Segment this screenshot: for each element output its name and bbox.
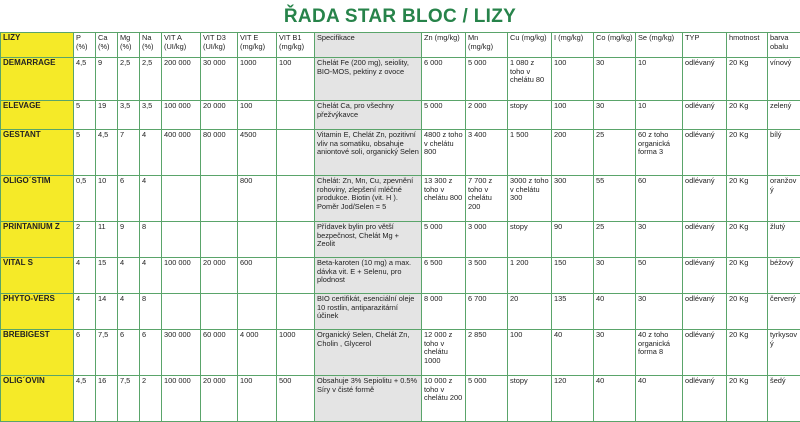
table-cell: 20 000: [201, 101, 238, 130]
column-header: Co (mg/kg): [594, 33, 636, 58]
product-name: VITAL S: [1, 258, 74, 294]
table-cell: odlévaný: [683, 176, 727, 222]
table-cell: šedý: [768, 376, 800, 422]
table-cell: 100: [238, 376, 277, 422]
column-header: Mg (%): [118, 33, 140, 58]
table-cell: 2,5: [118, 58, 140, 101]
table-cell: [162, 176, 201, 222]
table-cell: 120: [552, 376, 594, 422]
table-cell: 6: [118, 330, 140, 376]
table-row: [1, 58, 800, 101]
table-cell: 11: [96, 222, 118, 258]
specification-cell: Chelát Ca, pro všechny přežvýkavce: [315, 101, 422, 130]
specification-cell: Organický Selen, Chelát Zn, Cholin , Glycerol: [315, 330, 422, 376]
specification-cell: Přídavek bylin pro větší bezpečnost, Chelát Mg + Zeolit: [315, 222, 422, 258]
table-cell: 5 000: [466, 58, 508, 101]
table-cell: 4,5: [74, 58, 96, 101]
table-cell: 2: [140, 376, 162, 422]
table-cell: 3000 z toho v chelátu 300: [508, 176, 552, 222]
table-cell: 2 850: [466, 330, 508, 376]
table-cell: 6: [118, 176, 140, 222]
table-cell: 6 700: [466, 294, 508, 330]
product-name: BREBIGEST: [1, 330, 74, 376]
header-row: [1, 33, 800, 58]
table-cell: odlévaný: [683, 130, 727, 176]
table-cell: 6: [140, 330, 162, 376]
table-cell: [162, 294, 201, 330]
table-cell: 3,5: [140, 101, 162, 130]
table-cell: 2: [74, 222, 96, 258]
table-cell: 135: [552, 294, 594, 330]
table-cell: 5 000: [422, 101, 466, 130]
table-cell: [201, 294, 238, 330]
table-cell: [201, 176, 238, 222]
table-cell: 20 Kg: [727, 258, 768, 294]
table-cell: 10: [96, 176, 118, 222]
table-cell: 7: [118, 130, 140, 176]
table-cell: 200: [552, 130, 594, 176]
table-cell: 4: [74, 294, 96, 330]
table-cell: 30 000: [201, 58, 238, 101]
table-cell: 5: [74, 101, 96, 130]
column-header: Zn (mg/kg): [422, 33, 466, 58]
table-cell: 40 z toho organická forma 8: [636, 330, 683, 376]
table-cell: 40: [636, 376, 683, 422]
table-cell: 40: [594, 294, 636, 330]
table-cell: 4800 z toho v chelátu 800: [422, 130, 466, 176]
specification-cell: Chelát: Zn, Mn, Cu, zpevnění rohoviny, zlepšení mléčné produkce. Biotin (vit. H ). Poměr Jod/Selen = 5: [315, 176, 422, 222]
table-cell: 19: [96, 101, 118, 130]
column-header: Mn (mg/kg): [466, 33, 508, 58]
table-cell: 500: [277, 376, 315, 422]
table-cell: 14: [96, 294, 118, 330]
table-cell: [277, 101, 315, 130]
table-cell: 30: [594, 58, 636, 101]
table-cell: 100: [552, 101, 594, 130]
product-table: [0, 32, 800, 422]
table-cell: 5: [74, 130, 96, 176]
column-header-specifikace: Specifikace: [315, 33, 422, 58]
table-cell: 5 000: [422, 222, 466, 258]
table-cell: 4: [140, 130, 162, 176]
table-row: [1, 330, 800, 376]
table-cell: 1 500: [508, 130, 552, 176]
table-cell: 20: [508, 294, 552, 330]
product-name: OLIG´OVIN: [1, 376, 74, 422]
table-cell: odlévaný: [683, 330, 727, 376]
specification-cell: Vitamin E, Chelát Zn, pozitivní vliv na somatiku, obsahuje aniontové soli, organický Selen: [315, 130, 422, 176]
table-cell: 50: [636, 258, 683, 294]
table-cell: 7 700 z toho v chelátu 200: [466, 176, 508, 222]
table-cell: 800: [238, 176, 277, 222]
specification-cell: Chelát Fe (200 mg), seiolity, BIO-MOS, pektiny z ovoce: [315, 58, 422, 101]
table-cell: odlévaný: [683, 294, 727, 330]
product-name: ELEVAGE: [1, 101, 74, 130]
table-cell: 7,5: [118, 376, 140, 422]
table-cell: 8: [140, 222, 162, 258]
table-cell: 100: [552, 58, 594, 101]
column-header: VIT E (mg/kg): [238, 33, 277, 58]
table-cell: 6 500: [422, 258, 466, 294]
table-cell: 2,5: [140, 58, 162, 101]
table-cell: 5 000: [466, 376, 508, 422]
table-cell: odlévaný: [683, 258, 727, 294]
table-cell: 600: [238, 258, 277, 294]
specification-cell: BIO certifikát, esenciální oleje 10 rostlin, antiparazitární účinek: [315, 294, 422, 330]
table-cell: 3 500: [466, 258, 508, 294]
table-cell: oranžový: [768, 176, 800, 222]
table-cell: 10: [636, 101, 683, 130]
table-cell: 4 000: [238, 330, 277, 376]
table-cell: červený: [768, 294, 800, 330]
product-name: PRINTANIUM Z: [1, 222, 74, 258]
table-cell: 10: [636, 58, 683, 101]
table-row: [1, 176, 800, 222]
table-cell: 8: [140, 294, 162, 330]
table-cell: 90: [552, 222, 594, 258]
table-cell: 6: [74, 330, 96, 376]
column-header: Se (mg/kg): [636, 33, 683, 58]
table-cell: 30: [594, 258, 636, 294]
column-header: VIT A (UI/kg): [162, 33, 201, 58]
table-cell: 13 300 z toho v chelátu 800: [422, 176, 466, 222]
table-cell: 100: [238, 101, 277, 130]
table-cell: 2 000: [466, 101, 508, 130]
table-cell: 1 080 z toho v chelátu 80: [508, 58, 552, 101]
table-cell: 55: [594, 176, 636, 222]
table-cell: [277, 258, 315, 294]
column-header: P (%): [74, 33, 96, 58]
table-cell: 60 z toho organická forma 3: [636, 130, 683, 176]
table-cell: 150: [552, 258, 594, 294]
table-cell: 30: [636, 222, 683, 258]
table-cell: 4: [140, 176, 162, 222]
table-cell: zelený: [768, 101, 800, 130]
table-cell: 100 000: [162, 376, 201, 422]
table-cell: 100: [508, 330, 552, 376]
table-cell: 25: [594, 222, 636, 258]
column-header: VIT D3 (UI/kg): [201, 33, 238, 58]
column-header: Ca (%): [96, 33, 118, 58]
table-row: [1, 130, 800, 176]
table-cell: 80 000: [201, 130, 238, 176]
table-cell: 0,5: [74, 176, 96, 222]
table-cell: odlévaný: [683, 58, 727, 101]
table-row: [1, 222, 800, 258]
table-cell: 10 000 z toho v chelátu 200: [422, 376, 466, 422]
specification-cell: Obsahuje 3% Sepiolitu + 0.5% Síry v čisté formě: [315, 376, 422, 422]
table-cell: 4,5: [74, 376, 96, 422]
table-cell: [277, 222, 315, 258]
table-cell: 4: [118, 258, 140, 294]
table-cell: 12 000 z toho v chelátu 1000: [422, 330, 466, 376]
table-cell: 4,5: [96, 130, 118, 176]
table-cell: [277, 130, 315, 176]
table-cell: 20 Kg: [727, 294, 768, 330]
table-cell: 6 000: [422, 58, 466, 101]
table-cell: 20 Kg: [727, 222, 768, 258]
table-cell: 20 Kg: [727, 130, 768, 176]
product-name: GESTANT: [1, 130, 74, 176]
table-cell: 8 000: [422, 294, 466, 330]
table-row: [1, 258, 800, 294]
table-cell: odlévaný: [683, 101, 727, 130]
table-cell: 100: [277, 58, 315, 101]
table-cell: 9: [96, 58, 118, 101]
table-cell: [162, 222, 201, 258]
table-cell: stopy: [508, 376, 552, 422]
table-cell: bílý: [768, 130, 800, 176]
table-cell: 7,5: [96, 330, 118, 376]
table-cell: 15: [96, 258, 118, 294]
table-cell: žlutý: [768, 222, 800, 258]
product-name: OLIGO´STIM: [1, 176, 74, 222]
table-cell: 1 200: [508, 258, 552, 294]
table-cell: 4: [140, 258, 162, 294]
table-cell: 40: [594, 376, 636, 422]
table-cell: 20 000: [201, 258, 238, 294]
table-cell: béžový: [768, 258, 800, 294]
table-cell: 3,5: [118, 101, 140, 130]
table-cell: 30: [636, 294, 683, 330]
table-cell: tyrkysový: [768, 330, 800, 376]
table-cell: 9: [118, 222, 140, 258]
table-cell: 300: [552, 176, 594, 222]
product-name: DEMARRAGE: [1, 58, 74, 101]
table-cell: [277, 176, 315, 222]
table-cell: 3 000: [466, 222, 508, 258]
table-cell: [277, 294, 315, 330]
table-cell: 20 Kg: [727, 101, 768, 130]
column-header: TYP: [683, 33, 727, 58]
page-title: ŘADA STAR BLOC / LIZY: [0, 6, 800, 28]
table-cell: [201, 222, 238, 258]
table-cell: odlévaný: [683, 376, 727, 422]
table-row: [1, 101, 800, 130]
table-cell: 20 Kg: [727, 330, 768, 376]
table-row: [1, 376, 800, 422]
column-header: VIT B1 (mg/kg): [277, 33, 315, 58]
table-row: [1, 294, 800, 330]
table-cell: 25: [594, 130, 636, 176]
table-cell: 300 000: [162, 330, 201, 376]
table-cell: 4500: [238, 130, 277, 176]
table-cell: 400 000: [162, 130, 201, 176]
table-cell: 60 000: [201, 330, 238, 376]
table-cell: 4: [74, 258, 96, 294]
column-header: I (mg/kg): [552, 33, 594, 58]
table-cell: 20 Kg: [727, 176, 768, 222]
table-cell: stopy: [508, 222, 552, 258]
table-cell: stopy: [508, 101, 552, 130]
table-cell: 4: [118, 294, 140, 330]
table-cell: 100 000: [162, 101, 201, 130]
table-cell: 40: [552, 330, 594, 376]
column-header: barva obalu: [768, 33, 800, 58]
table-cell: 200 000: [162, 58, 201, 101]
table-cell: [238, 222, 277, 258]
column-header: hmotnost: [727, 33, 768, 58]
column-header: Na (%): [140, 33, 162, 58]
column-header: Cu (mg/kg): [508, 33, 552, 58]
column-header-lizy: LIZY: [1, 33, 74, 58]
table-cell: 3 400: [466, 130, 508, 176]
table-cell: [238, 294, 277, 330]
table-cell: 20 000: [201, 376, 238, 422]
table-cell: 1000: [277, 330, 315, 376]
table-cell: 100 000: [162, 258, 201, 294]
table-cell: 30: [594, 330, 636, 376]
table-cell: odlévaný: [683, 222, 727, 258]
table-cell: 20 Kg: [727, 376, 768, 422]
product-name: PHYTO-VERS: [1, 294, 74, 330]
table-cell: 20 Kg: [727, 58, 768, 101]
table-cell: 16: [96, 376, 118, 422]
table-cell: 30: [594, 101, 636, 130]
table-cell: vínový: [768, 58, 800, 101]
table-cell: 1000: [238, 58, 277, 101]
specification-cell: Beta-karoten (10 mg) a max. dávka vit. E + Selenu, pro plodnost: [315, 258, 422, 294]
table-cell: 60: [636, 176, 683, 222]
